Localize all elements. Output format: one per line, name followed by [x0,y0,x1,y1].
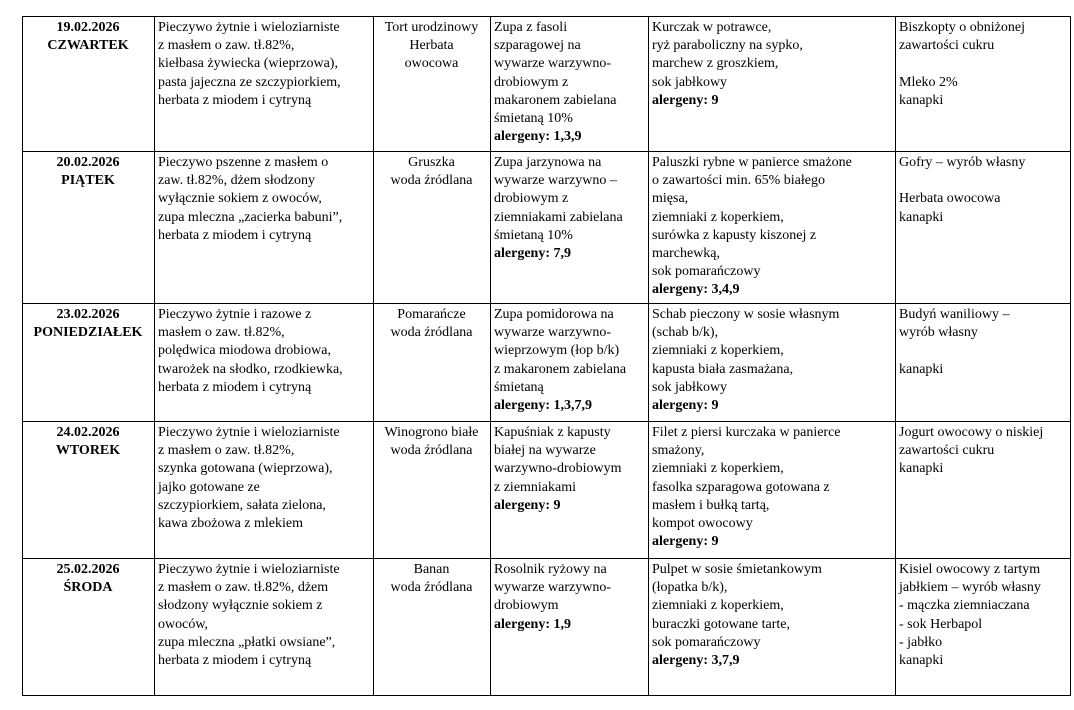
soup-cell [491,17,649,152]
menu-row [23,17,1071,152]
main-course-allergens: alergeny: 9 [652,398,719,414]
weekday-text: WTOREK [55,443,121,459]
breakfast-cell: Pieczywo pszenne z masłem o zaw. tł.82%, dżem słodzony wyłącznie sokiem z owoców, zupa mleczna „zacierka babuni”, herbata z miodem i cytryną [155,152,374,304]
menu-row [23,304,1071,422]
main-course-text: Paluszki rybne w panierce smażone o zawartości min. 65% białego mięsa, ziemniaki z koperkiem, surówka z kapusty kiszonej z marchewką, sok pomarańczowy [652,155,852,280]
soup-cell [491,559,649,696]
soup-text: Kapuśniak z kapusty białej na wywarze warzywno-drobiowym z ziemniakami [494,425,622,495]
afternoon-snack-cell: Kisiel owocowy z tartym jabłkiem – wyrób własny - mączka ziemniaczana - sok Herbapol - jabłko kanapki [896,559,1071,696]
menu-row [23,152,1071,304]
menu-row [23,559,1071,696]
afternoon-snack-cell: Biszkopty o obniżonej zawartości cukru Mleko 2% kanapki [896,17,1071,152]
afternoon-snack-cell: Budyń waniliowy – wyrób własny kanapki [896,304,1071,422]
afternoon-snack-cell: Gofry – wyrób własny Herbata owocowa kanapki [896,152,1071,304]
soup-cell [491,152,649,304]
afternoon-snack-cell: Jogurt owocowy o niskiej zawartości cukru kanapki [896,422,1071,559]
main-course-allergens: alergeny: 3,7,9 [652,653,740,669]
main-course-allergens: alergeny: 9 [652,92,719,108]
weekday-text: PONIEDZIAŁEK [33,325,143,341]
snack-cell: Gruszka woda źródlana [374,152,491,304]
date-text: 23.02.2026 [56,307,120,322]
snack-cell: Winogrono białe woda źródlana [374,422,491,559]
soup-text: Rosolnik ryżowy na wywarze warzywno- drobiowym [494,562,611,614]
breakfast-cell: Pieczywo żytnie i wieloziarniste z masłem o zaw. tł.82%, szynka gotowana (wieprzowa), jajko gotowane ze szczypiorkiem, sałata zielona, kawa zbożowa z mlekiem [155,422,374,559]
main-course-cell [649,559,896,696]
main-course-text: Schab pieczony w sosie własnym (schab b/k), ziemniaki z koperkiem, kapusta biała zasmażana, sok jabłkowy [652,307,840,395]
main-course-cell [649,17,896,152]
weekly-menu-table [22,16,1071,696]
soup-text: Zupa z fasoli szparagowej na wywarze warzywno- drobiowym z makaronem zabielana śmietaną 10% [494,20,617,127]
main-course-allergens: alergeny: 3,4,9 [652,282,740,298]
main-course-cell [649,304,896,422]
date-cell [23,17,155,152]
soup-allergens: alergeny: 1,9 [494,616,571,632]
soup-text: Zupa jarzynowa na wywarze warzywno – drobiowym z ziemniakami zabielana śmietaną 10% [494,155,623,243]
breakfast-cell: Pieczywo żytnie i wieloziarniste z masłem o zaw. tł.82%, kiełbasa żywiecka (wieprzowa), pasta jajeczna ze szczypiorkiem, herbata z miodem i cytryną [155,17,374,152]
breakfast-cell: Pieczywo żytnie i razowe z masłem o zaw. tł.82%, polędwica miodowa drobiowa, twarożek na słodko, rzodkiewka, herbata z miodem i cytryną [155,304,374,422]
snack-cell: Tort urodzinowy Herbata owocowa [374,17,491,152]
snack-cell: Banan woda źródlana [374,559,491,696]
breakfast-cell: Pieczywo żytnie i wieloziarniste z masłem o zaw. tł.82%, dżem słodzony wyłącznie sokiem z owoców, zupa mleczna „płatki owsiane”, herbata z miodem i cytryną [155,559,374,696]
main-course-cell [649,422,896,559]
main-course-text: Filet z piersi kurczaka w panierce smażony, ziemniaki z koperkiem, fasolka szparagowa gotowana z masłem i bułką tartą, kompot owocowy [652,425,841,532]
soup-cell [491,304,649,422]
snack-cell: Pomarańcze woda źródlana [374,304,491,422]
weekday-text: CZWARTEK [47,38,129,54]
main-course-text: Pulpet w sosie śmietankowym (łopatka b/k), ziemniaki z koperkiem, buraczki gotowane tarte, sok pomarańczowy [652,562,822,650]
date-cell [23,559,155,696]
date-text: 24.02.2026 [56,425,120,440]
date-cell [23,304,155,422]
weekday-text: PIĄTEK [61,173,115,189]
soup-allergens: alergeny: 1,3,7,9 [494,398,592,414]
date-text: 19.02.2026 [56,20,120,35]
soup-allergens: alergeny: 1,3,9 [494,129,582,145]
date-text: 25.02.2026 [56,562,120,577]
soup-allergens: alergeny: 9 [494,497,561,513]
main-course-text: Kurczak w potrawce, ryż paraboliczny na sypko, marchew z groszkiem, sok jabłkowy [652,20,803,90]
menu-row [23,422,1071,559]
soup-allergens: alergeny: 7,9 [494,246,571,262]
weekday-text: ŚRODA [63,580,113,596]
date-cell [23,152,155,304]
soup-text: Zupa pomidorowa na wywarze warzywno- wieprzowym (łop b/k) z makaronem zabielana śmietaną [494,307,627,395]
main-course-cell [649,152,896,304]
main-course-allergens: alergeny: 9 [652,534,719,550]
soup-cell [491,422,649,559]
date-text: 20.02.2026 [56,155,120,170]
date-cell [23,422,155,559]
